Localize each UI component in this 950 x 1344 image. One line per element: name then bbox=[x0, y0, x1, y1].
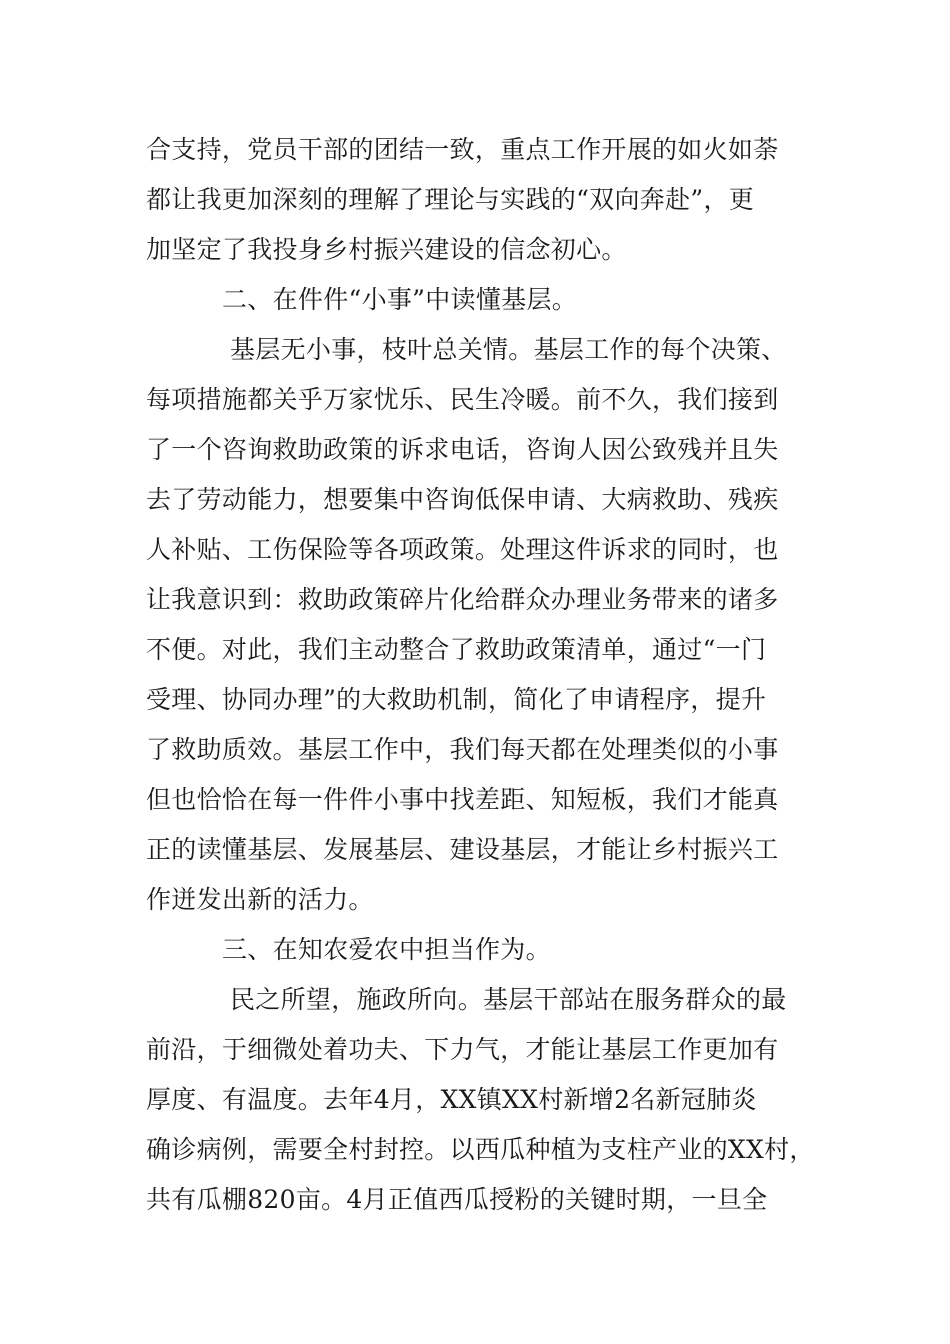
body-text-line: 厚度、有温度。去年4月，XX镇XX村新增2名新冠肺炎 bbox=[146, 1085, 757, 1114]
body-text-line: 基层无小事，枝叶总关情。基层工作的每个决策、 bbox=[230, 335, 787, 364]
body-text-line: 民之所望，施政所向。基层干部站在服务群众的最 bbox=[230, 985, 787, 1014]
body-text-line: 了救助质效。基层工作中，我们每天都在处理类似的小事 bbox=[146, 735, 779, 764]
body-text-line: 前沿，于细微处着功夫、下力气，才能让基层工作更加有 bbox=[146, 1035, 779, 1064]
body-text-line: 作迸发出新的活力。 bbox=[146, 885, 374, 914]
body-text-line: 受理、协同办理”的大救助机制，简化了申请程序，提升 bbox=[146, 685, 767, 714]
body-text-line: 了一个咨询救助政策的诉求电话，咨询人因公致残并且失 bbox=[146, 435, 779, 464]
section-heading-2: 二、在件件“小事”中读懂基层。 bbox=[222, 285, 578, 314]
body-text-line: 正的读懂基层、发展基层、建设基层，才能让乡村振兴工 bbox=[146, 835, 779, 864]
body-text-line: 去了劳动能力，想要集中咨询低保申请、大病救助、残疾 bbox=[146, 485, 779, 514]
body-text-line: 每项措施都关乎万家忧乐、民生冷暖。前不久，我们接到 bbox=[146, 385, 779, 414]
body-text-line: 加坚定了我投身乡村振兴建设的信念初心。 bbox=[146, 235, 627, 264]
body-text-line: 人补贴、工伤保险等各项政策。处理这件诉求的同时，也 bbox=[146, 535, 779, 564]
body-text-line: 合支持，党员干部的团结一致，重点工作开展的如火如荼 bbox=[146, 135, 779, 164]
body-text-line: 但也恰恰在每一件件小事中找差距、知短板，我们才能真 bbox=[146, 785, 779, 814]
body-text-line: 不便。对此，我们主动整合了救助政策清单，通过“一门 bbox=[146, 635, 767, 664]
body-text-line: 共有瓜棚820亩。4月正值西瓜授粉的关键时期，一旦全 bbox=[146, 1185, 768, 1214]
section-heading-3: 三、在知农爱农中担当作为。 bbox=[222, 935, 551, 964]
body-text-line: 都让我更加深刻的理解了理论与实践的“双向奔赴”，更 bbox=[146, 185, 755, 214]
body-text-line: 确诊病例，需要全村封控。以西瓜种植为支柱产业的XX村， bbox=[146, 1135, 815, 1164]
body-text-line: 让我意识到：救助政策碎片化给群众办理业务带来的诸多 bbox=[146, 585, 779, 614]
